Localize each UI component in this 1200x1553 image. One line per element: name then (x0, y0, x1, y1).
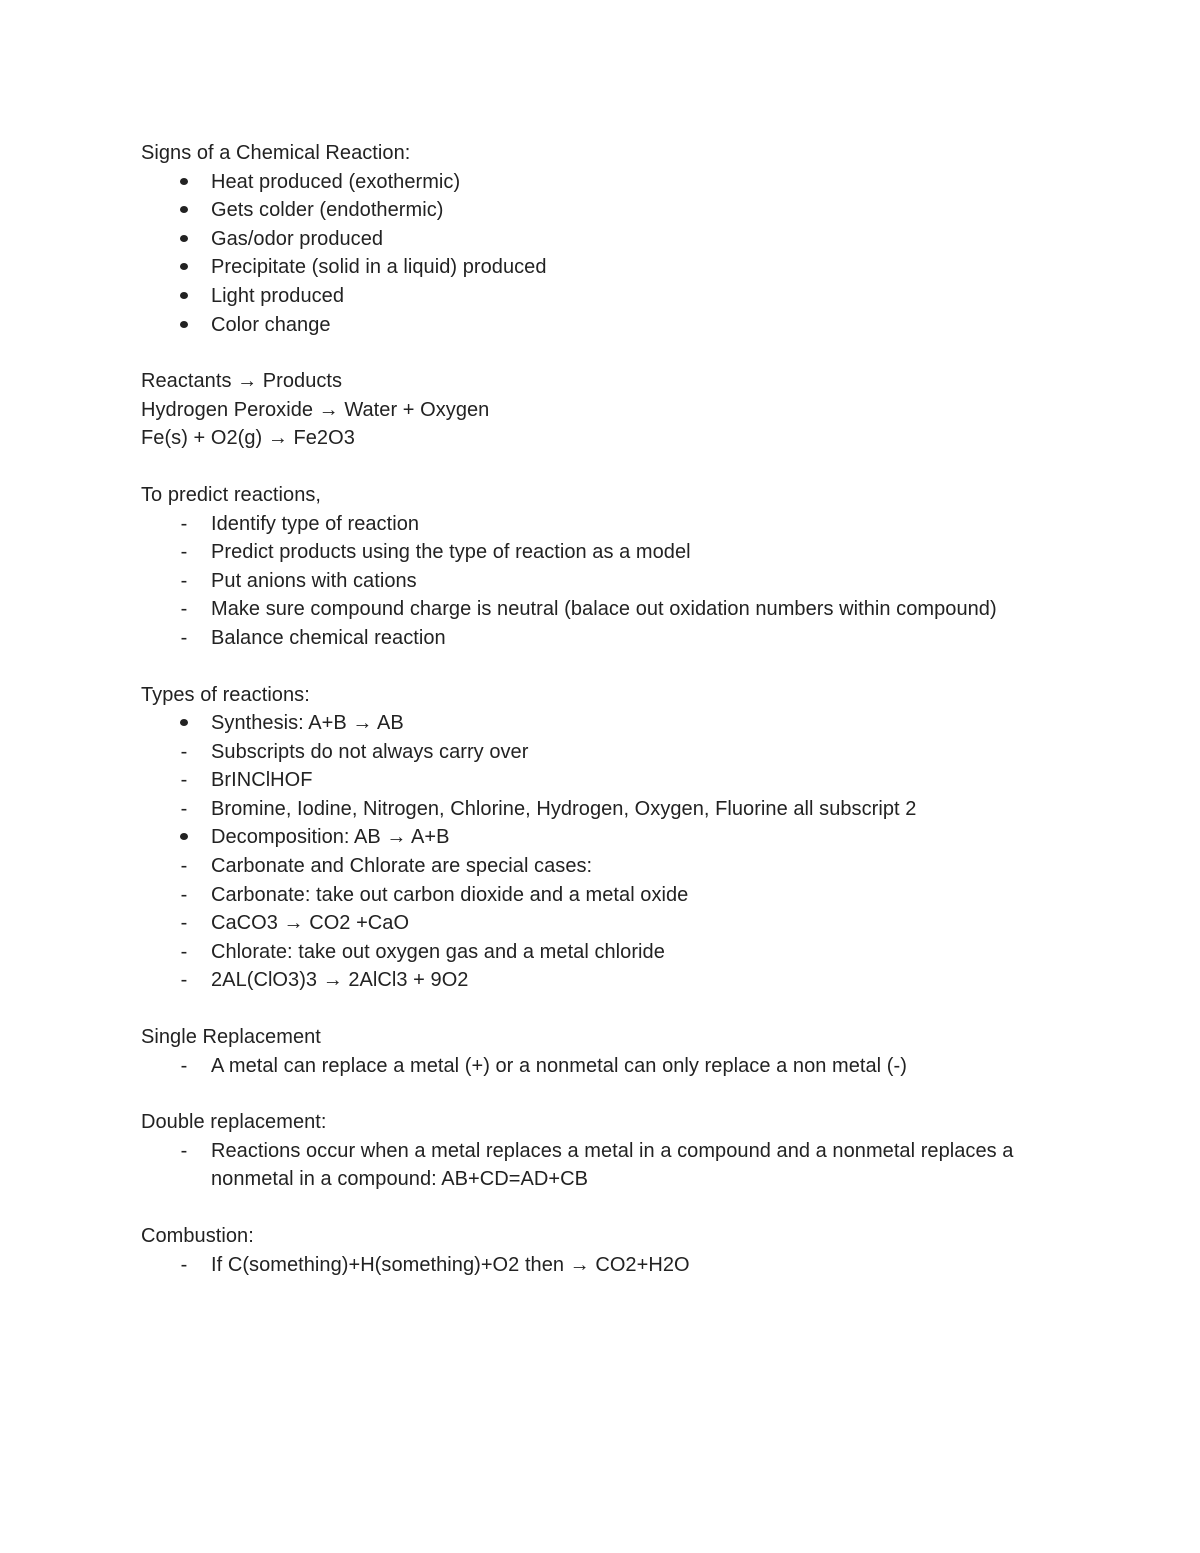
list-item: Precipitate (solid in a liquid) produced (141, 253, 1141, 282)
dash-icon: - (180, 769, 188, 792)
dash-icon: - (180, 969, 188, 992)
list-item: - BrINClHOF (141, 766, 1141, 795)
paragraph-gap (141, 653, 1141, 681)
list-item: - Bromine, Iodine, Nitrogen, Chlorine, Hydrogen, Oxygen, Fluorine all subscript 2 (141, 795, 1141, 824)
section-heading-predict: To predict reactions, (141, 483, 322, 506)
text-line: Hydrogen Peroxide → Water + Oxygen (141, 398, 490, 421)
dash-icon: - (180, 883, 188, 906)
dash-icon: - (180, 940, 188, 963)
bullet-icon (174, 823, 194, 852)
list-item: - Identify type of reaction (141, 510, 1141, 539)
list-item: - Carbonate: take out carbon dioxide and a metal oxide (141, 881, 1141, 910)
bullet-icon (174, 253, 194, 282)
text-line: Reactants → Products (141, 370, 343, 393)
text-line: Fe(s) + O2(g) → Fe2O3 (141, 427, 355, 450)
list-item: Decomposition: AB → A+B (141, 823, 1141, 852)
dash-icon: - (180, 740, 188, 763)
list-item: - Chlorate: take out oxygen gas and a metal chloride (141, 938, 1141, 967)
bullet-icon (174, 311, 194, 340)
paragraph-gap (141, 995, 1141, 1023)
list-item: - 2AL(ClO3)3 → 2AlCl3 + 9O2 (141, 966, 1141, 995)
bullet-icon (174, 225, 194, 254)
list-item: Synthesis: A+B → AB (141, 709, 1141, 738)
section-heading-double-replacement: Double replacement: (141, 1111, 327, 1134)
list-item: - Make sure compound charge is neutral (balace out oxidation numbers within compound) (141, 595, 1141, 624)
bullet-icon (174, 282, 194, 311)
section-heading-single-replacement: Single Replacement (141, 1026, 321, 1049)
paragraph-gap (141, 1080, 1141, 1108)
list-item: - Carbonate and Chlorate are special cases: (141, 852, 1141, 881)
bullet-icon (174, 168, 194, 197)
paragraph-gap (141, 453, 1141, 481)
dash-icon: - (180, 626, 188, 649)
dash-icon: - (180, 512, 188, 535)
paragraph-gap (141, 1194, 1141, 1222)
document-page (141, 139, 1141, 1279)
list-item: - A metal can replace a metal (+) or a nonmetal can only replace a non metal (-) (141, 1052, 1141, 1081)
list-item: - Put anions with cations (141, 567, 1141, 596)
list-item: - Subscripts do not always carry over (141, 738, 1141, 767)
list-item: Color change (141, 311, 1141, 340)
list-item: Heat produced (exothermic) (141, 168, 1141, 197)
list-item: - Balance chemical reaction (141, 624, 1141, 653)
dash-icon: - (180, 912, 188, 935)
list-item: Gas/odor produced (141, 225, 1141, 254)
dash-icon: - (180, 598, 188, 621)
dash-icon: - (180, 1139, 188, 1162)
dash-icon: - (180, 569, 188, 592)
section-heading-signs: Signs of a Chemical Reaction: (141, 142, 411, 164)
section-heading-combustion: Combustion: (141, 1225, 254, 1247)
dash-icon: - (180, 1253, 188, 1276)
dash-icon: - (180, 541, 188, 564)
dash-icon: - (180, 855, 188, 878)
list-item: - If C(something)+H(something)+O2 then → CO2+H2O (141, 1251, 1141, 1280)
paragraph-gap (141, 339, 1141, 367)
list-item: Light produced (141, 282, 1141, 311)
dash-icon: - (180, 797, 188, 820)
list-item: - CaCO3 → CO2 +CaO (141, 909, 1141, 938)
list-item: - Reactions occur when a metal replaces a metal in a compound and a nonmetal replaces a nonmetal in a compound: AB+CD=AD+CB (141, 1137, 1071, 1194)
bullet-icon (174, 196, 194, 225)
list-item: Gets colder (endothermic) (141, 196, 1141, 225)
bullet-icon (174, 709, 194, 738)
dash-icon: - (180, 1054, 188, 1077)
section-heading-types: Types of reactions: (141, 683, 310, 706)
list-item: - Predict products using the type of reaction as a model (141, 538, 1141, 567)
